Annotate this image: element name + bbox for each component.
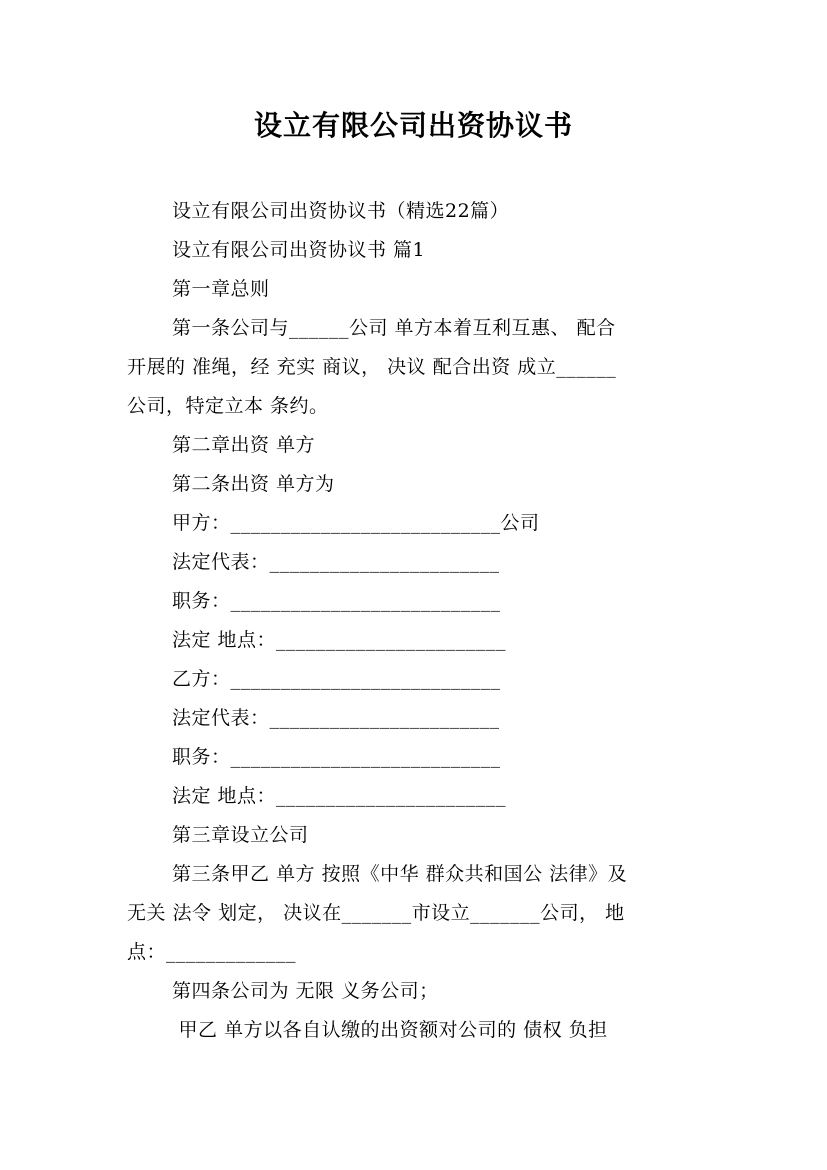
form-field-line: 职务：___________________________ bbox=[172, 590, 501, 612]
form-field-line: 法定代表：_______________________ bbox=[172, 707, 500, 729]
chapter-heading: 第三章设立公司 bbox=[172, 824, 309, 846]
paragraph-line: 无关 法令 划定， 决议在_______市设立_______公司， 地 bbox=[127, 902, 625, 924]
paragraph-line: 开展的 准绳，经 充实 商议， 决议 配合出资 成立______ bbox=[127, 356, 617, 378]
chapter-heading: 第二章出资 单方 bbox=[172, 434, 316, 456]
document-title: 设立有限公司出资协议书 bbox=[253, 109, 573, 142]
paragraph-line: 第二条出资 单方为 bbox=[172, 473, 335, 495]
form-field-line: 甲方：___________________________公司 bbox=[172, 512, 540, 534]
form-field-line: 职务：___________________________ bbox=[172, 746, 501, 768]
paragraph-line: 甲乙 单方以各自认缴的出资额对公司的 债权 负担 bbox=[172, 1019, 608, 1041]
paragraph-line: 第一条公司与______公司 单方本着互利互惠、 配合 bbox=[172, 317, 616, 339]
paragraph-line: 公司，特定立本 条约。 bbox=[127, 395, 329, 417]
chapter-heading: 第一章总则 bbox=[172, 278, 270, 300]
paragraph-line: 点：_____________ bbox=[127, 941, 297, 963]
paragraph-line: 第三条甲乙 单方 按照《中华 群众共和国公 法律》及 bbox=[172, 863, 628, 885]
form-field-line: 乙方：___________________________ bbox=[172, 668, 501, 690]
form-field-line: 法定代表：_______________________ bbox=[172, 551, 500, 573]
form-field-line: 法定 地点：_______________________ bbox=[172, 629, 507, 651]
form-field-line: 法定 地点：_______________________ bbox=[172, 785, 507, 807]
paragraph-line: 第四条公司为 无限 义务公司； bbox=[172, 980, 439, 1002]
section-heading: 设立有限公司出资协议书 篇1 bbox=[172, 239, 426, 261]
doc-subtitle: 设立有限公司出资协议书（精选22篇） bbox=[172, 200, 510, 222]
